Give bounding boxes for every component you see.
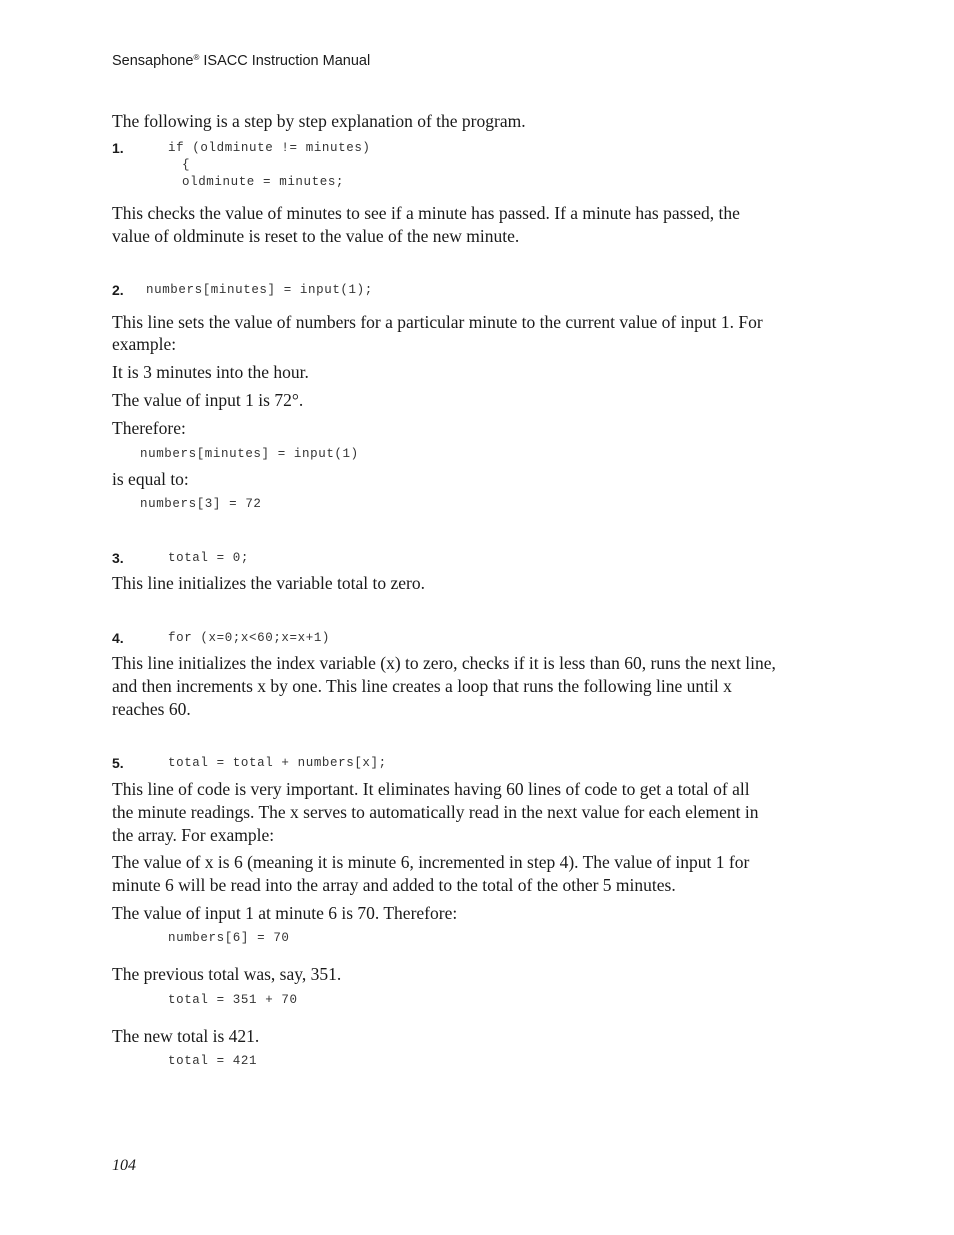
step-2-therefore-text: Therefore:: [112, 418, 186, 438]
step-4-explanation-line-2: and then increments x by one. This line creates a loop that runs the following line until x: [112, 676, 732, 696]
step-5-previous-total-text: The previous total was, say, 351.: [112, 964, 342, 984]
step-3-number: 3.: [112, 550, 124, 566]
page-number: 104: [112, 1157, 136, 1174]
step-5-new-total-text: The new total is 421.: [112, 1026, 260, 1046]
step-4-number: 4.: [112, 630, 124, 646]
step-1-code-line-1: if (oldminute != minutes): [168, 141, 371, 155]
step-2-explanation-line-1: This line sets the value of numbers for a particular minute to the current value of input 1. For: [112, 312, 763, 332]
step-5-code: total = total + numbers[x];: [168, 756, 387, 770]
step-5-explanation-line-3: the array. For example:: [112, 825, 275, 845]
step-2-number: 2.: [112, 282, 124, 298]
header-brand: Sensaphone: [112, 53, 194, 69]
step-5-code-example-c: total = 421: [168, 1054, 258, 1068]
step-5-example-line-1: The value of x is 6 (meaning it is minute 6, incremented in step 4). The value of input 1 for: [112, 852, 750, 872]
running-header: [112, 53, 370, 69]
step-2-value-text: The value of input 1 is 72°.: [112, 390, 304, 410]
step-4-explanation-line-3: reaches 60.: [112, 699, 191, 719]
registered-mark: ®: [193, 53, 200, 62]
step-1-explanation-line-1: This checks the value of minutes to see if a minute has passed. If a minute has passed, the: [112, 203, 740, 223]
step-1-explanation-line-2: value of oldminute is reset to the value of the new minute.: [112, 226, 520, 246]
step-5-explanation-line-2: the minute readings. The x serves to automatically read in the next value for each element in: [112, 802, 759, 822]
step-1-number: 1.: [112, 140, 124, 156]
step-2-equal-text: is equal to:: [112, 469, 189, 489]
step-5-minute6-text: The value of input 1 at minute 6 is 70. Therefore:: [112, 903, 458, 923]
header-title: ISACC Instruction Manual: [199, 53, 371, 69]
step-5-number: 5.: [112, 755, 124, 771]
step-4-code: for (x=0;x<60;x=x+1): [168, 631, 331, 645]
step-2-code-example-b: numbers[3] = 72: [140, 497, 262, 511]
step-3-code: total = 0;: [168, 551, 250, 565]
step-4-explanation-line-1: This line initializes the index variable (x) to zero, checks if it is less than 60, runs the next line,: [112, 653, 776, 673]
step-2-explanation-line-2: example:: [112, 334, 177, 354]
step-3-explanation: This line initializes the variable total to zero.: [112, 573, 425, 593]
intro-paragraph: The following is a step by step explanation of the program.: [112, 111, 526, 131]
step-2-hour-text: It is 3 minutes into the hour.: [112, 362, 309, 382]
step-2-code: numbers[minutes] = input(1);: [146, 283, 373, 297]
step-5-code-example-a: numbers[6] = 70: [168, 931, 290, 945]
step-5-code-example-b: total = 351 + 70: [168, 993, 298, 1007]
step-1-code-line-2: {: [182, 158, 191, 172]
step-1-code-line-3: oldminute = minutes;: [182, 175, 345, 189]
step-2-code-example-a: numbers[minutes] = input(1): [140, 447, 359, 461]
step-5-explanation-line-1: This line of code is very important. It eliminates having 60 lines of code to get a total of all: [112, 779, 750, 799]
step-5-example-line-2: minute 6 will be read into the array and added to the total of the other 5 minutes.: [112, 875, 676, 895]
